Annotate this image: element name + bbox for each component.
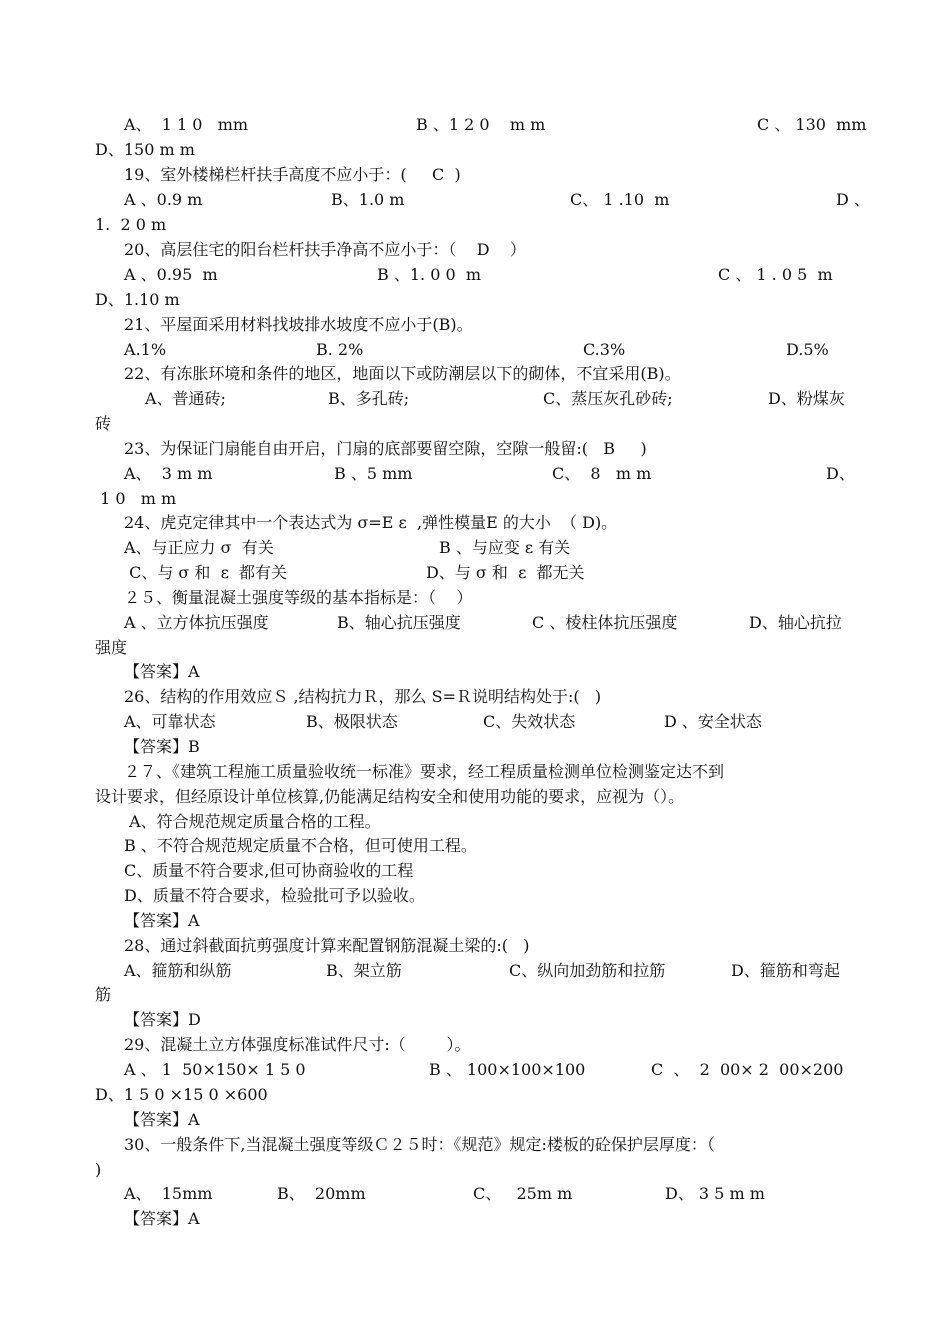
q21-option-c: C.3% (583, 340, 626, 359)
q26-option-c: C、失效状态 (483, 712, 576, 731)
q28-answer: 【答案】D (124, 1010, 201, 1029)
q20-option-c: C 、 1 . 0 5 m (718, 265, 833, 284)
q27-option-c: C、质量不符合要求,但可协商验收的工程 (124, 861, 414, 880)
q29-option-b: B 、 100×100×100 (429, 1060, 586, 1079)
q23-option-b: B 、5 mm (334, 464, 413, 483)
q23-option-a: A、 3 m m (124, 464, 213, 483)
q23-option-d: D、 (826, 464, 855, 483)
q30-option-b: B、 20mm (277, 1184, 366, 1203)
q25-answer: 【答案】A (124, 662, 200, 681)
q25-option-c: C 、棱柱体抗压强度 (532, 613, 678, 632)
q18-option-a: A、 1 1 0 mm (124, 115, 249, 134)
q20-question: 20、高层住宅的阳台栏杆扶手净高不应小于：（ D ） (124, 240, 526, 259)
q22-option-d: D、粉煤灰 (768, 389, 845, 408)
q21-question: 21、平屋面采用材料找坡排水坡度不应小于(B)。 (124, 315, 473, 334)
q30-question-cont: ) (95, 1160, 102, 1179)
q20-option-b: B 、1. 0 0 m (377, 265, 481, 284)
q27-answer: 【答案】A (124, 911, 200, 930)
q19-option-d-cont: 1. 2 0 m (95, 215, 167, 234)
q25-option-b: B、轴心抗压强度 (337, 613, 461, 632)
q22-option-a: A、普通砖; (145, 389, 226, 408)
q30-option-d: D、 3 5 m m (665, 1184, 765, 1203)
q29-option-c: C 、 2 00× 2 00×200 (651, 1060, 844, 1079)
q27-option-a: A、符合规范规定质量合格的工程。 (124, 812, 381, 831)
q23-option-d-cont: 1 0 m m (95, 489, 177, 508)
q28-option-d: D、箍筋和弯起 (731, 961, 840, 980)
q21-option-d: D.5% (786, 340, 829, 359)
q18-option-d: D、150 m m (95, 140, 195, 159)
q30-question: 30、一般条件下,当混凝土强度等级Ｃ２５时：《规范》规定:楼板的砼保护层厚度：（ (124, 1135, 715, 1154)
q28-option-d-cont: 筋 (95, 985, 112, 1004)
q27-option-b: B 、不符合规范规定质量不合格，但可使用工程。 (124, 836, 477, 855)
q18-option-c: C 、 130 mm (757, 115, 867, 134)
q25-option-a: A 、立方体抗压强度 (124, 613, 269, 632)
q26-option-a: A、可靠状态 (124, 712, 216, 731)
q19-option-b: B、1.0 m (331, 190, 405, 209)
q25-question: ２５、衡量混凝土强度等级的基本指标是：（ ） (124, 588, 473, 607)
q20-option-a: A 、0.95 m (124, 265, 218, 284)
q22-question: 22、有冻胀环境和条件的地区，地面以下或防潮层以下的砌体，不宜采用(B)。 (124, 364, 681, 383)
q22-option-b: B、多孔砖; (328, 389, 410, 408)
q29-answer: 【答案】A (124, 1110, 200, 1129)
q20-option-d: D、1.10 m (95, 290, 180, 309)
q30-answer: 【答案】A (124, 1209, 200, 1228)
q26-answer: 【答案】B (124, 737, 200, 756)
q19-option-a: A 、0.9 m (124, 190, 203, 209)
q29-option-d: D、1 5 0 ×15 0 ×600 (95, 1085, 268, 1104)
q28-option-c: C、纵向加劲筋和拉筋 (509, 961, 666, 980)
q19-option-c: C、 1 .10 m (570, 190, 670, 209)
q28-question: 28、通过斜截面抗剪强度计算来配置钢筋混凝土梁的:( ) (124, 936, 530, 955)
q18-option-b: B 、1 2 0 m m (416, 115, 546, 134)
q23-option-c: C、 8 m m (552, 464, 652, 483)
q29-option-a: A 、 1 50×150× 1 5 0 (124, 1060, 306, 1079)
q19-question: 19、室外楼梯栏杆扶手高度不应小于：( C ) (124, 165, 461, 184)
q29-question: 29、混凝土立方体强度标准试件尺寸:（ ）。 (124, 1035, 471, 1054)
q21-option-a: A.1% (124, 340, 167, 359)
q27-option-d: D、质量不符合要求，检验批可予以验收。 (124, 886, 425, 905)
q24-option-b: B 、与应变 ε 有关 (439, 538, 571, 557)
q19-option-d: D 、 (836, 190, 870, 209)
q30-option-a: A、 15mm (124, 1184, 213, 1203)
q28-option-b: B、架立筋 (326, 961, 402, 980)
q24-option-a: A、与正应力 σ 有关 (124, 538, 274, 557)
q26-option-b: B、极限状态 (306, 712, 398, 731)
q30-option-c: C、 25m m (473, 1184, 573, 1203)
q24-option-d: D、与 σ 和 ε 都无关 (426, 563, 585, 582)
q26-option-d: D 、安全状态 (664, 712, 762, 731)
q22-option-c: C、蒸压灰孔砂砖; (543, 389, 673, 408)
q25-option-d-cont: 强度 (95, 638, 128, 657)
q27-question-line2: 设计要求，但经原设计单位核算,仍能满足结构安全和使用功能的要求，应视为（）。 (95, 787, 685, 806)
q28-option-a: A、箍筋和纵筋 (124, 961, 232, 980)
q23-question: 23、为保证门扇能自由开启，门扇的底部要留空隙，空隙一般留:( B ) (124, 439, 647, 458)
q24-question: 24、虎克定律其中一个表达式为 σ=E ε ,弹性模量E 的大小 （ D)。 (124, 513, 618, 532)
q26-question: 26、结构的作用效应Ｓ ,结构抗力Ｒ，那么 S=Ｒ说明结构处于:( ) (124, 687, 602, 706)
q27-question-line1: ２７、《建筑工程施工质量验收统一标准》要求，经工程质量检测单位检测鉴定达不到 (124, 762, 725, 781)
q24-option-c: C、与 σ 和 ε 都有关 (124, 563, 288, 582)
q25-option-d: D、轴心抗拉 (749, 613, 842, 632)
q22-option-d-cont: 砖 (95, 414, 112, 433)
q21-option-b: B. 2% (316, 340, 364, 359)
